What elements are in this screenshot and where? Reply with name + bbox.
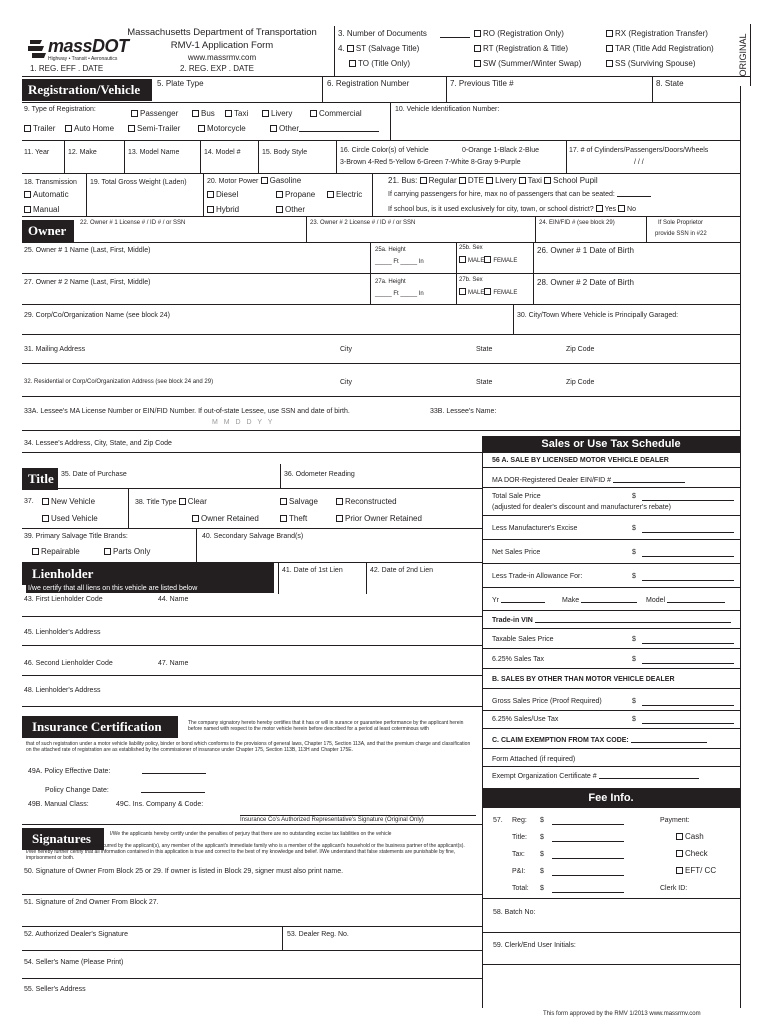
total-sale-price[interactable]: Total Sale Price $	[492, 492, 541, 501]
sw-checkbox[interactable]	[474, 60, 481, 67]
first-lienholder-address[interactable]: 45. Lienholder's Address	[24, 629, 101, 636]
reg-trailer[interactable]: Trailer	[24, 124, 55, 134]
eft-checkbox[interactable]	[676, 867, 683, 874]
residential-city[interactable]: City	[340, 379, 353, 386]
check-checkbox[interactable]	[676, 850, 683, 857]
net-sales-price[interactable]: Net Sales Price $	[492, 548, 540, 557]
owner2-height[interactable]: 27a. Height	[375, 279, 406, 285]
make-field[interactable]: 12. Make	[68, 149, 97, 156]
lessee-address[interactable]: 34. Lessee's Address, City, State, and Zip Code	[24, 440, 172, 447]
model-name-field[interactable]: 13. Model Name	[128, 149, 180, 156]
doc-st[interactable]: 4. ST (Salvage Title)	[338, 44, 420, 53]
plate-type[interactable]: 5. Plate Type	[157, 79, 204, 88]
other-checkbox[interactable]	[270, 125, 277, 132]
title-owner-retained[interactable]: Owner Retained	[192, 514, 259, 524]
manual-class[interactable]: 49B. Manual Class:	[28, 801, 89, 808]
residential-address[interactable]: 32. Residential or Corp/Co/Organization Address (see block 24 and 29)	[24, 379, 214, 385]
owner-band: Owner	[22, 220, 74, 242]
fee-total[interactable]: Total: $	[512, 884, 529, 893]
doc-ro[interactable]: RO (Registration Only)	[474, 29, 564, 39]
yes-checkbox[interactable]	[596, 205, 603, 212]
trade-in-vin[interactable]: Trade-in VIN	[492, 616, 731, 625]
taxi-checkbox[interactable]	[225, 110, 232, 117]
motorcycle-checkbox[interactable]	[198, 125, 205, 132]
bus-taxi-checkbox[interactable]	[519, 177, 526, 184]
title-theft[interactable]: Theft	[280, 514, 307, 524]
theft-checkbox[interactable]	[280, 515, 287, 522]
fee-title[interactable]: Title: $	[512, 833, 527, 842]
mailing-state[interactable]: State	[476, 346, 493, 353]
fee-tax[interactable]: Tax: $	[512, 850, 525, 859]
salvage-checkbox[interactable]	[280, 498, 287, 505]
trade-in-year[interactable]: Yr	[492, 596, 545, 605]
manual-checkbox[interactable]	[24, 206, 31, 213]
batch-no[interactable]: 58. Batch No:	[493, 909, 536, 916]
title-reconstructed[interactable]: Reconstructed	[336, 497, 397, 507]
clerk-initials[interactable]: 59. Clerk/End User Initials:	[493, 942, 576, 949]
cash-checkbox[interactable]	[676, 833, 683, 840]
first-lienholder-name[interactable]: 44. Name	[158, 596, 189, 603]
residential-zip[interactable]: Zip Code	[566, 379, 595, 386]
dealer-reg-no[interactable]: 53. Dealer Reg. No.	[287, 931, 349, 938]
doc-to[interactable]: TO (Title Only)	[349, 59, 410, 69]
lien-certify: I/we certify that all liens on this vehicle are listed below	[26, 584, 274, 593]
doc-ss[interactable]: SS (Surviving Spouse)	[606, 59, 695, 69]
mailing-city[interactable]: City	[340, 346, 353, 353]
logo-subtext: Highway • Transit • Aeronautics	[48, 56, 118, 62]
cylinders-separators: / / /	[634, 159, 644, 166]
taxable-sales-price[interactable]: Taxable Sales Price $	[492, 635, 553, 644]
gross-sales-price[interactable]: Gross Sales Price (Proof Required) $	[492, 697, 602, 706]
owner2-name[interactable]: 27. Owner # 2 Name (Last, First, Middle)	[24, 279, 151, 286]
owner2-height-ft: _____ Ft _____ In	[375, 291, 424, 297]
regular-checkbox[interactable]	[420, 177, 427, 184]
sales-tax-band: Sales or Use Tax Schedule	[482, 436, 740, 453]
state-field[interactable]: 8. State	[656, 79, 684, 88]
insurance-band: Insurance Certification	[22, 716, 178, 738]
mailing-address[interactable]: 31. Mailing Address	[24, 346, 86, 353]
dte-checkbox[interactable]	[459, 177, 466, 184]
doc-rt[interactable]: RT (Registration & Title)	[474, 44, 568, 54]
owner2-dob[interactable]: 28. Owner # 2 Date of Birth	[537, 278, 634, 287]
bus-type[interactable]: 21. Bus: Regular DTE Livery Taxi School Pupil	[388, 176, 598, 185]
trans-manual[interactable]: Manual	[24, 205, 59, 215]
clerk-id[interactable]: Clerk ID:	[660, 885, 688, 892]
trailer-checkbox[interactable]	[24, 125, 31, 132]
payment-label: Payment:	[660, 817, 690, 824]
color-codes-1: 0-Orange 1-Black 2-Blue	[462, 147, 540, 154]
owner2-sex: 27b. Sex	[459, 277, 483, 283]
corp-name[interactable]: 29. Corp/Co/Organization Name (see block 24)	[24, 312, 170, 319]
fee-pi[interactable]: P&I: $	[512, 867, 525, 876]
claim-exemption[interactable]: C. CLAIM EXEMPTION FROM TAX CODE:	[492, 736, 707, 745]
policy-change-date[interactable]: Policy Change Date:	[45, 786, 205, 795]
policy-effective-date[interactable]: 49A. Policy Effective Date:	[28, 767, 206, 776]
total-sale-adjusted: (adjusted for dealer's discount and manufacturer's rebate)	[492, 504, 671, 511]
purchase-date[interactable]: 35. Date of Purchase	[61, 471, 127, 478]
owner1-dob[interactable]: 26. Owner # 1 Date of Birth	[537, 246, 634, 255]
mailing-zip[interactable]: Zip Code	[566, 346, 595, 353]
tar-checkbox[interactable]	[606, 45, 613, 52]
owner-retained-checkbox[interactable]	[192, 515, 199, 522]
reg-motorcycle[interactable]: Motorcycle	[198, 124, 246, 134]
gross-weight-field[interactable]: 19. Total Gross Weight (Laden)	[90, 179, 187, 186]
bus-school-exclusive[interactable]: If school bus, is it used exclusively for city, town, or school district? Yes No	[388, 206, 636, 213]
owner1-height-ft: _____ Ft _____ In	[375, 259, 424, 265]
first-lien-date[interactable]: 41. Date of 1st Lien	[282, 567, 343, 574]
propane-checkbox[interactable]	[276, 191, 283, 198]
color-field: 16. Circle Color(s) of Vehicle	[340, 147, 429, 154]
no-checkbox[interactable]	[618, 205, 625, 212]
signatures-band: Signatures	[22, 828, 104, 850]
title-37-label: 37.	[24, 498, 34, 505]
bus-passengers[interactable]: If carrying passengers for hire, max no of passengers that can be seated:	[388, 190, 651, 199]
owner1-sex: 25b. Sex	[459, 245, 483, 251]
seller-address[interactable]: 55. Seller's Address	[24, 986, 86, 993]
title-band: Title	[22, 468, 58, 490]
transmission-label: 18. Transmission	[24, 179, 77, 186]
passenger-checkbox[interactable]	[131, 110, 138, 117]
registration-band: Registration/Vehicle	[22, 79, 152, 101]
reg-bus[interactable]: Bus	[192, 109, 215, 119]
clear-checkbox[interactable]	[179, 498, 186, 505]
owner1-license[interactable]: 22. Owner # 1 License # / ID # / or SSN	[80, 220, 186, 226]
rx-checkbox[interactable]	[606, 30, 613, 37]
title-prior-owner[interactable]: Prior Owner Retained	[336, 514, 422, 524]
ss-checkbox[interactable]	[606, 60, 613, 67]
rt-checkbox[interactable]	[474, 45, 481, 52]
reg-eff-date[interactable]: 1. REG. EFF . DATE	[30, 64, 104, 73]
doc-rx[interactable]: RX (Registration Transfer)	[606, 29, 708, 39]
sales-use-tax[interactable]: 6.25% Sales/Use Tax $	[492, 715, 558, 724]
reg-passenger[interactable]: Passenger	[131, 109, 178, 119]
second-lienholder-code[interactable]: 46. Second Lienholder Code	[24, 660, 113, 667]
power-hybrid[interactable]: Hybrid	[207, 205, 239, 215]
prior-owner-checkbox[interactable]	[336, 515, 343, 522]
secondary-salvage[interactable]: 40. Secondary Salvage Brand(s)	[202, 533, 304, 540]
school-pupil-checkbox[interactable]	[544, 177, 551, 184]
reg-taxi[interactable]: Taxi	[225, 109, 248, 119]
sale-by-dealer: 56 A. SALE BY LICENSED MOTOR VEHICLE DEALER	[492, 457, 669, 464]
color-codes-2: 3-Brown 4-Red 5-Yellow 6-Green 7-White 8-Gray 9-Purple	[340, 159, 521, 166]
form-url: www.massrmv.com	[187, 53, 257, 62]
second-owner-signature[interactable]: 51. Signature of 2nd Owner From Block 27.	[24, 899, 159, 906]
trade-in-model[interactable]: Model	[646, 596, 725, 605]
owner1-female-checkbox[interactable]	[484, 256, 491, 263]
bus-checkbox[interactable]	[192, 110, 199, 117]
reg-semi-trailer[interactable]: Semi-Trailer	[128, 124, 180, 134]
insurance-text-2: that of such registration under a motor vehicle liability policy, binder or bond which conforms to the provisions of general laws, Chapter 175, Section 113A, and that the premium charge and classification on the attached rate of registration are as established by the commissioner of insurance under Chapter 175, Section 113B, 113H and Chapter 175E.	[26, 741, 471, 753]
reg-type-label: 9. Type of Registration:	[24, 106, 96, 113]
semi-trailer-checkbox[interactable]	[128, 125, 135, 132]
fee-57-label: 57.	[493, 817, 503, 824]
reg-commercial[interactable]: Commercial	[310, 109, 362, 119]
sole-prop-note: If Sole Proprietor	[658, 220, 704, 226]
second-lien-date[interactable]: 42. Date of 2nd Lien	[370, 567, 434, 574]
trade-in-allowance[interactable]: Less Trade-in Allowance For: $	[492, 572, 582, 581]
used-vehicle-checkbox[interactable]	[42, 515, 49, 522]
parts-only-checkbox[interactable]	[104, 548, 111, 555]
body-style-field[interactable]: 15. Body Style	[262, 149, 308, 156]
seller-name[interactable]: 54. Seller's Name (Please Print)	[24, 959, 124, 966]
owner1-name[interactable]: 25. Owner # 1 Name (Last, First, Middle)	[24, 247, 151, 254]
title-type[interactable]: 38. Title Type Clear	[135, 497, 207, 506]
first-lienholder-code[interactable]: 43. First Lienholder Code	[24, 596, 103, 603]
electric-checkbox[interactable]	[327, 191, 334, 198]
second-lienholder-address[interactable]: 48. Lienholder's Address	[24, 687, 101, 694]
power-other[interactable]: Other	[276, 205, 305, 215]
lessee-license[interactable]: 33A. Lessee's MA License Number or EIN/FID Number. If out-of-state Lessee, use SSN and date of birth.	[24, 408, 350, 415]
original-label: ORIGINAL	[738, 33, 748, 77]
payment-cash[interactable]: Cash	[676, 832, 704, 842]
owner2-sex-options[interactable]: MALE FEMALE	[459, 288, 517, 297]
owner1-height[interactable]: 25a. Height	[375, 247, 406, 253]
signatures-text-2: described above that have been incurred by the applicant(s), any member of the applicant's immediate family who is a member of the applicant's household or the business partner of the applicant(s). I/We hereby further certify that all information contained in this application is true and correct to the best of my knowledge and belief. I/We understand that false statements are punishable by fine, imprisonment or both.	[26, 843, 465, 861]
dealer-signature[interactable]: 52. Authorized Dealer's Signature	[24, 931, 129, 938]
livery-checkbox[interactable]	[262, 110, 269, 117]
year-field[interactable]: 11. Year	[24, 149, 50, 156]
doc-sw[interactable]: SW (Summer/Winter Swap)	[474, 59, 581, 69]
num-docs[interactable]: 3. Number of Documents	[338, 29, 427, 38]
ma-dor-ein[interactable]: MA DOR-Registered Dealer EIN/FID #	[492, 476, 685, 485]
diesel-checkbox[interactable]	[207, 191, 214, 198]
power-propane[interactable]: Propane	[276, 190, 315, 200]
owner2-female-checkbox[interactable]	[484, 288, 491, 295]
owner2-male-checkbox[interactable]	[459, 288, 466, 295]
salvage-parts-only[interactable]: Parts Only	[104, 547, 150, 557]
form-title: RMV-1 Application Form	[170, 40, 274, 51]
insurance-signature[interactable]: Insurance Co's Authorized Representative's Signature (Original Only)	[240, 817, 424, 823]
title-salvage[interactable]: Salvage	[280, 497, 318, 507]
bus-livery-checkbox[interactable]	[486, 177, 493, 184]
reconstructed-checkbox[interactable]	[336, 498, 343, 505]
lessee-dob-format: M M D D Y Y	[212, 419, 275, 426]
vin-field[interactable]: 10. Vehicle Identification Number:	[395, 106, 500, 113]
ein-field[interactable]: 24. EIN/FID # (see block 29)	[539, 220, 615, 226]
prev-title[interactable]: 7. Previous Title #	[450, 79, 514, 88]
reg-auto-home[interactable]: Auto Home	[65, 124, 114, 134]
hybrid-checkbox[interactable]	[207, 206, 214, 213]
lessee-name[interactable]: 33B. Lessee's Name:	[430, 408, 497, 415]
ro-checkbox[interactable]	[474, 30, 481, 37]
gasoline-checkbox[interactable]	[261, 177, 268, 184]
power-electric[interactable]: Electric	[327, 190, 362, 200]
repairable-checkbox[interactable]	[32, 548, 39, 555]
insurance-text-1: The company signatory hereto hereby certifies that it has or will in surance or guarantee performance by the applicant herein before named with respect to the motor vehicle herein before described for a period at least coterminous with	[188, 720, 464, 732]
sale-by-other: B. SALES BY OTHER THAN MOTOR VEHICLE DEALER	[492, 676, 675, 683]
reg-other[interactable]: Other	[270, 124, 379, 134]
reg-number[interactable]: 6. Registration Number	[327, 79, 410, 88]
trade-in-make[interactable]: Make	[562, 596, 637, 605]
owner2-license[interactable]: 23. Owner # 2 License # / ID # / or SSN	[310, 220, 416, 226]
footer-approval: This form approved by the RMV 1/2013 www.massrmv.com	[543, 1011, 701, 1017]
owner1-male-checkbox[interactable]	[459, 256, 466, 263]
form-attached[interactable]: Form Attached (if required)	[492, 756, 576, 763]
auto-home-checkbox[interactable]	[65, 125, 72, 132]
exempt-org-cert[interactable]: Exempt Organization Certificate #	[492, 772, 699, 781]
model-number-field[interactable]: 14. Model #	[204, 149, 241, 156]
fee-reg[interactable]: Reg: $	[512, 816, 527, 825]
salvage-repairable[interactable]: Repairable	[32, 547, 80, 557]
sole-prop-note2: provide SSN in #22	[655, 231, 707, 237]
payment-check[interactable]: Check	[676, 849, 708, 859]
second-lienholder-name[interactable]: 47. Name	[158, 660, 189, 667]
less-manufacturer-excise[interactable]: Less Manufacturer's Excise $	[492, 524, 577, 533]
signatures-text-1: I/We the applicants hereby certify under the penalties of perjury that there are no outstanding excise tax liabilities on the vehicle	[110, 831, 392, 837]
lienholder-band: Lienholder	[22, 563, 274, 585]
reg-exp-date[interactable]: 2. REG. EXP . DATE	[180, 64, 254, 73]
motor-power[interactable]: 20. Motor Power Gasoline	[207, 176, 302, 185]
trans-automatic[interactable]: Automatic	[24, 190, 69, 200]
logo-text: massDOT	[48, 36, 129, 56]
primary-salvage: 39. Primary Salvage Title Brands:	[24, 533, 128, 540]
new-vehicle[interactable]: New Vehicle	[42, 497, 95, 507]
doc-tar[interactable]: TAR (Title Add Registration)	[606, 44, 714, 54]
power-diesel[interactable]: Diesel	[207, 190, 238, 200]
residential-state[interactable]: State	[476, 379, 493, 386]
st-checkbox[interactable]	[347, 45, 354, 52]
dept-title: Massachusetts Department of Transportation	[127, 27, 317, 38]
insurance-company[interactable]: 49C. Ins. Company & Code:	[116, 801, 204, 808]
reg-livery[interactable]: Livery	[262, 109, 292, 119]
commercial-checkbox[interactable]	[310, 110, 317, 117]
garaged-city[interactable]: 30. City/Town Where Vehicle is Principally Garaged:	[517, 312, 679, 319]
sales-tax-625[interactable]: 6.25% Sales Tax $	[492, 655, 544, 664]
odometer-reading[interactable]: 36. Odometer Reading	[284, 471, 355, 478]
used-vehicle[interactable]: Used Vehicle	[42, 514, 98, 524]
owner-signature[interactable]: 50. Signature of Owner From Block 25 or 29. If owner is listed in Block 29, signer must also print name.	[24, 868, 344, 875]
to-checkbox[interactable]	[349, 60, 356, 67]
cylinders-field[interactable]: 17. # of Cylinders/Passengers/Doors/Wheels	[569, 147, 709, 154]
new-vehicle-checkbox[interactable]	[42, 498, 49, 505]
power-other-checkbox[interactable]	[276, 206, 283, 213]
fee-info-band: Fee Info.	[482, 788, 740, 808]
automatic-checkbox[interactable]	[24, 191, 31, 198]
owner1-sex-options[interactable]: MALE FEMALE	[459, 256, 517, 265]
payment-eft[interactable]: EFT/ CC	[676, 866, 716, 876]
